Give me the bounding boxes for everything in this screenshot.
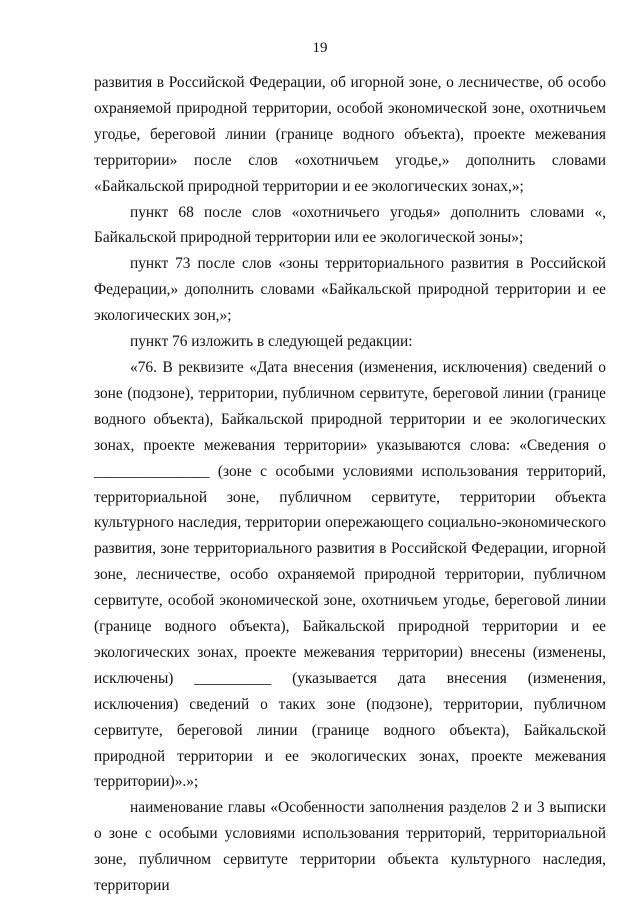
paragraph-item-76-text: «76. В реквизите «Дата внесения (изменения, исключения) сведений о зоне (подзоне), территории, публичном сервитуте, береговой линии (границе водного объекта), Байкальской природной территории и ее экологических зонах, проекте межевания территории» указываются слова: «Сведения о _______________ (зоне с особыми условиями использования территорий, территориальной зоне, публичном сервитуте, территории объекта культурного наследия, территории опережающего социально-экономического развития, зоне территориального развития в Российской Федерации, игорной зоне, лесничестве, особо охраняемой природной территории, публичном сервитуте, особой экономической зоне, охотничьем угодье, береговой линии (границе водного объекта), Байкальской природной территории и ее экологических зонах, проекте межевания территории) внесены (изменены, исключены) __________ (указывается дата внесения (изменения, исключения) сведений о таких зоне (подзоне), территории, публичном сервитуте, береговой линии (границе водного объекта), Байкальской природной территории и ее экологических зонах, проекте межевания территории)».»; xyxy=(94,358,606,791)
paragraph-continuation: развития в Российской Федерации, об игорной зоне, о лесничестве, об особо охраняемой природной территории, особой экономической зоне, охотничьем угодье, береговой линии (границе водного объекта), проекте межевания территории» после слов «охотничьем угодье,» дополнить словами «Байкальской природной территории и ее экологических зонах,»; xyxy=(94,74,606,195)
document-body xyxy=(94,70,606,899)
paragraph-chapter-title: наименование главы «Особенности заполнения разделов 2 и 3 выписки о зоне с особыми условиями использования территорий, территориальной зоне, публичном сервитуте территории объекта культурного наследия, территории xyxy=(94,799,606,895)
page-number: 19 xyxy=(312,40,328,56)
paragraph-item-68: пункт 68 после слов «охотничьего угодья» дополнить словами «, Байкальской природной территории или ее экологической зоны»; xyxy=(94,203,606,247)
paragraph-item-76-intro: пункт 76 изложить в следующей редакции: xyxy=(130,333,413,351)
paragraph-item-73: пункт 73 после слов «зоны территориального развития в Российской Федерации,» дополнить словами «Байкальской природной территории и ее экологических зон,»; xyxy=(94,255,606,325)
